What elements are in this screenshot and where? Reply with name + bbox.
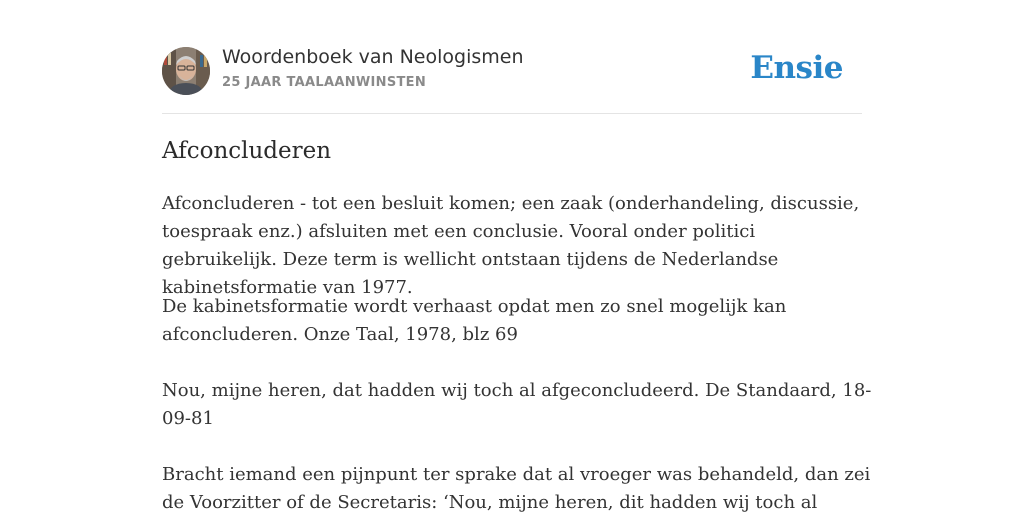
site-subtitle: 25 JAAR TAALAANWINSTEN (222, 75, 427, 90)
author-portrait-icon[interactable] (162, 47, 210, 95)
ensie-logo[interactable]: Ensie (750, 50, 843, 86)
entry-quote: De kabinetsformatie wordt verhaast opdat men zo snel mogelijk kan afconcluderen. Onze Taal, 1978, blz 69 (162, 296, 787, 345)
page-container (162, 0, 872, 512)
entry-quote: Bracht iemand een pijnpunt ter sprake dat al vroeger was behandeld, dan zei de Voorzitter of de Secretaris: ‘Nou, mijne heren, dit hadden wij toch al (162, 464, 871, 512)
entry-definition: Afconcluderen - tot een besluit komen; een zaak (onderhandeling, discussie, toespraak enz.) afsluiten met een conclusie. Vooral onder politici gebruikelijk. Deze term is wellicht ontstaan tijdens de Nederlandse kabinetsformatie van 1977. (162, 193, 860, 298)
site-title[interactable]: Woordenboek van Neologismen (222, 46, 524, 68)
entry-title: Afconcluderen (162, 138, 332, 164)
entry-quote: Nou, mijne heren, dat hadden wij toch al afgeconcludeerd. De Standaard, 18-09-81 (162, 380, 872, 429)
site-header (162, 0, 862, 114)
